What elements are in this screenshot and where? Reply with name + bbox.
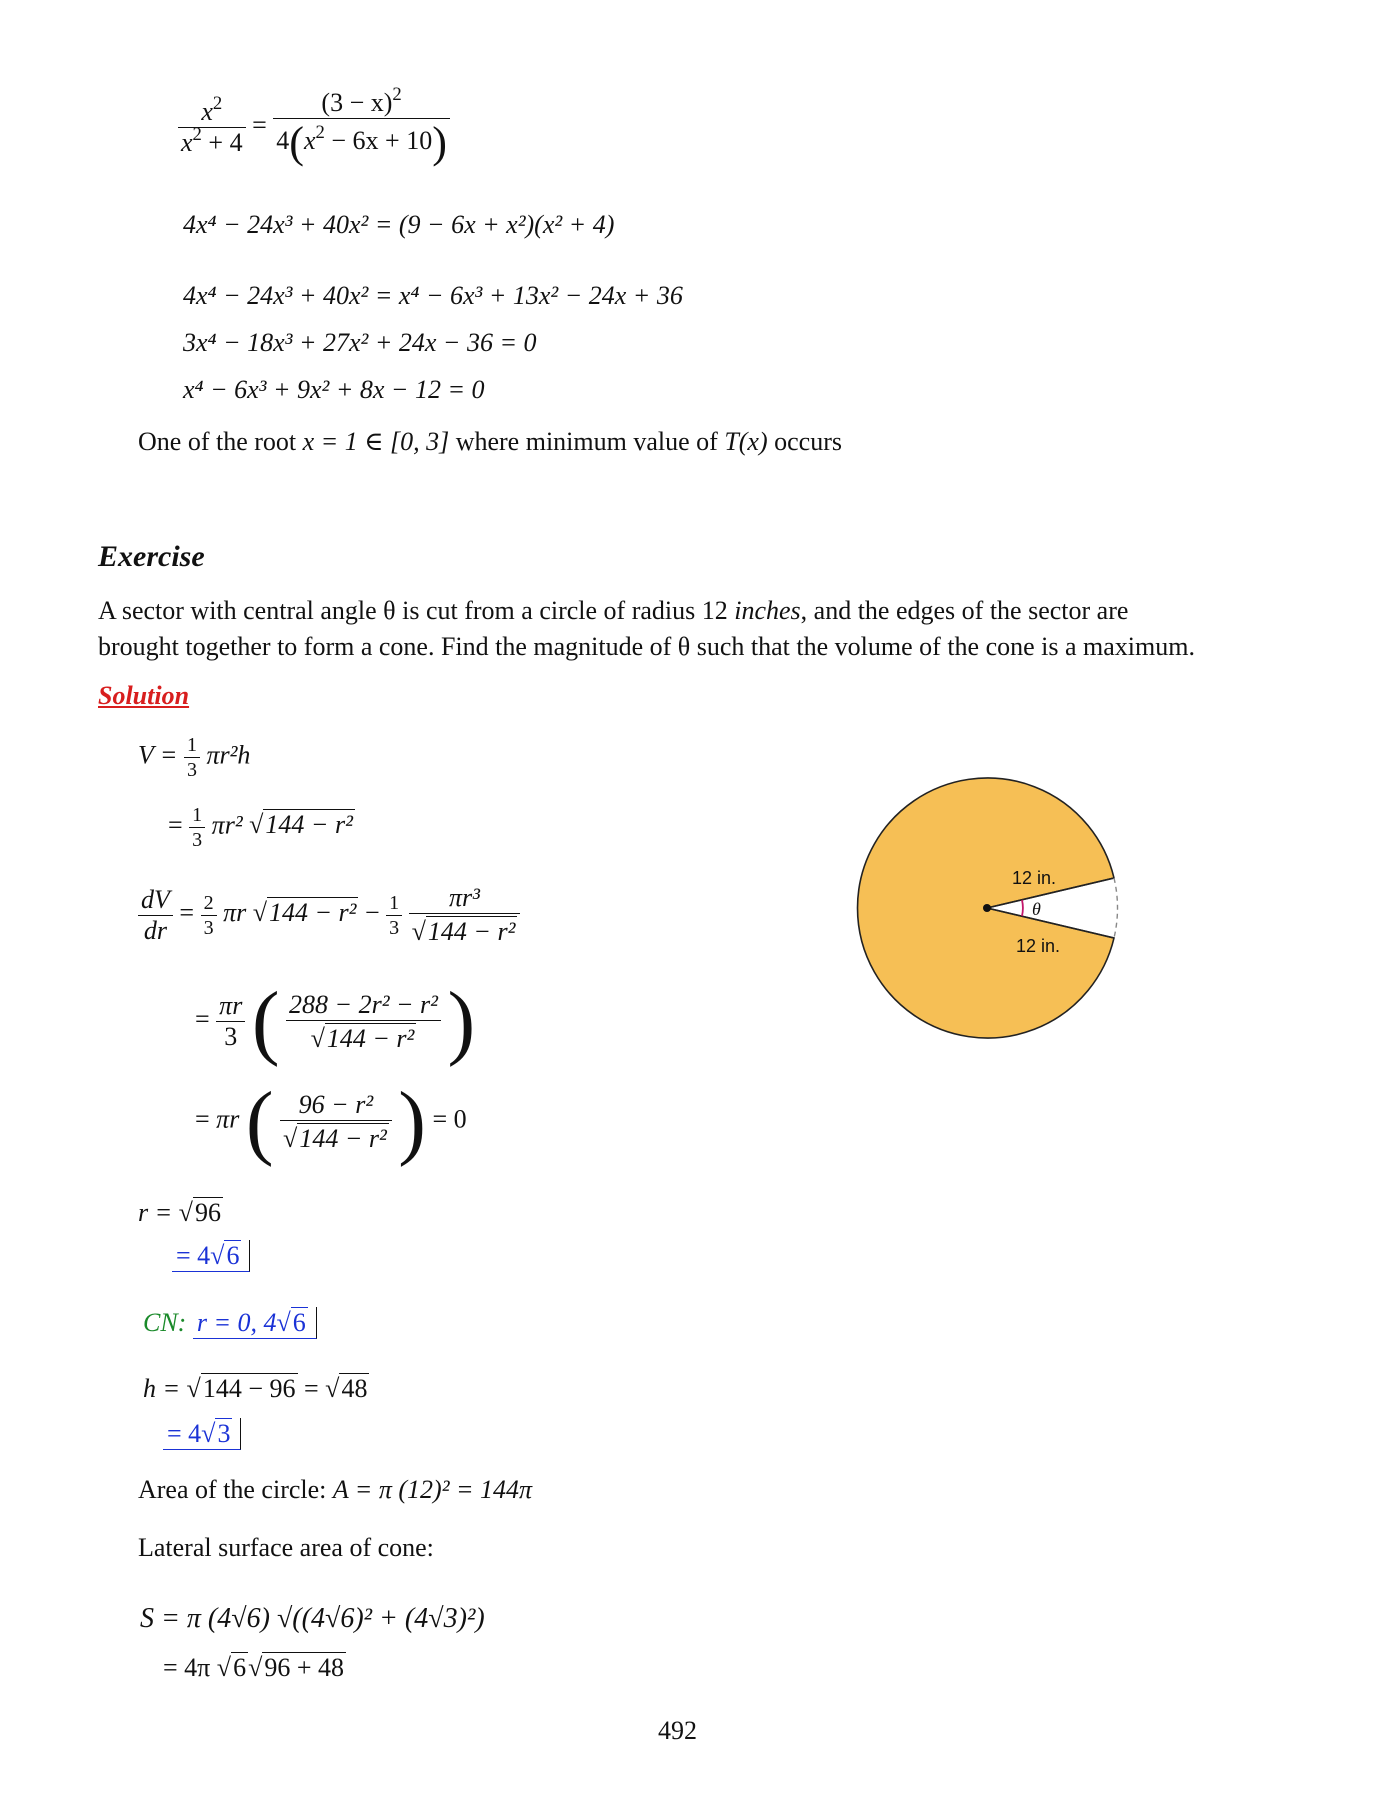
label-12in-top: 12 in. bbox=[1012, 868, 1057, 888]
exercise-heading: Exercise bbox=[98, 540, 205, 573]
angle-theta: θ bbox=[1032, 899, 1041, 919]
volume-equation-2: = $\frac{1}{3}$ πr² √144 − r² bbox=[168, 804, 353, 851]
solution-label: Solution bbox=[98, 681, 190, 710]
equation-3: 4x⁴ − 24x³ + 40x² = x⁴ − 6x³ + 13x² − 24x + 36 bbox=[183, 281, 683, 310]
angle-arc bbox=[1022, 900, 1023, 916]
h-equation: h = √144 − 96 = √48 bbox=[143, 1374, 368, 1403]
derivative-simplified-1: = $\frac{\pi r}{3}$ ( $\frac{\text{288 − 2r² − r²}}{\text{√144 − r²}}$ ) bbox=[195, 975, 476, 1067]
critical-numbers: CN: r = 0, 4√6 bbox=[143, 1307, 317, 1339]
exercise-line-2: brought together to form a cone. Find the magnitude of θ such that the volume of the cone is a maximum. bbox=[98, 632, 1195, 661]
equation-5: x⁴ − 6x³ + 9x² + 8x − 12 = 0 bbox=[183, 375, 485, 404]
s-equation: S = π (4√6) √((4√6)² + (4√3)²) bbox=[140, 1603, 485, 1634]
center-dot bbox=[983, 904, 991, 912]
equation-4: 3x⁴ − 18x³ + 27x² + 24x − 36 = 0 bbox=[183, 328, 537, 357]
r-value: = 4√6 bbox=[172, 1240, 250, 1272]
equation-1: $\frac{x^2}{x^2 + 4}$ = $\frac{(3 - x)^2}{4(x^2 - 6x + 10)}$ bbox=[178, 90, 450, 165]
sector-diagram bbox=[850, 768, 1140, 1068]
derivative-simplified-2: = πr ( $\frac{\text{96 − r²}}{\text{√144 − r²}}$ ) = 0 bbox=[195, 1075, 467, 1167]
root-sentence: One of the root x = 1 ∈ [0, 3] where minimum value of T(x) occurs bbox=[138, 427, 842, 456]
missing-arc bbox=[1114, 878, 1118, 938]
exercise-line-1: A sector with central angle θ is cut from a circle of radius 12 inches, and the edges of the sector are bbox=[98, 596, 1129, 625]
fraction: $\frac{x^2}{x^2 + 4}$ bbox=[178, 99, 246, 156]
volume-equation: V = $\frac{1}{3}$ πr²h bbox=[138, 734, 251, 781]
s-equation-2: = 4π √6√96 + 48 bbox=[163, 1653, 345, 1682]
page-number: 492 bbox=[658, 1716, 697, 1745]
r-equation: r = √96 bbox=[138, 1198, 221, 1227]
equation-2: 4x⁴ − 24x³ + 40x² = (9 − 6x + x²)(x² + 4) bbox=[183, 210, 615, 239]
lateral-line: Lateral surface area of cone: bbox=[138, 1533, 434, 1562]
area-line: Area of the circle: A = π (12)² = 144π bbox=[138, 1475, 533, 1504]
label-12in-bottom: 12 in. bbox=[1016, 936, 1061, 956]
derivative-equation: $\frac{dV}{dr}$ = $\frac{2}{3}$ πr √144 − r² − $\frac{1}{3}$ $\frac{\text{πr³}}{\text{√144 − r²}}$ bbox=[138, 885, 520, 945]
fraction: $\frac{(3 - x)^2}{4(x^2 - 6x + 10)}$ bbox=[273, 90, 450, 165]
h-value: = 4√3 bbox=[163, 1418, 241, 1450]
